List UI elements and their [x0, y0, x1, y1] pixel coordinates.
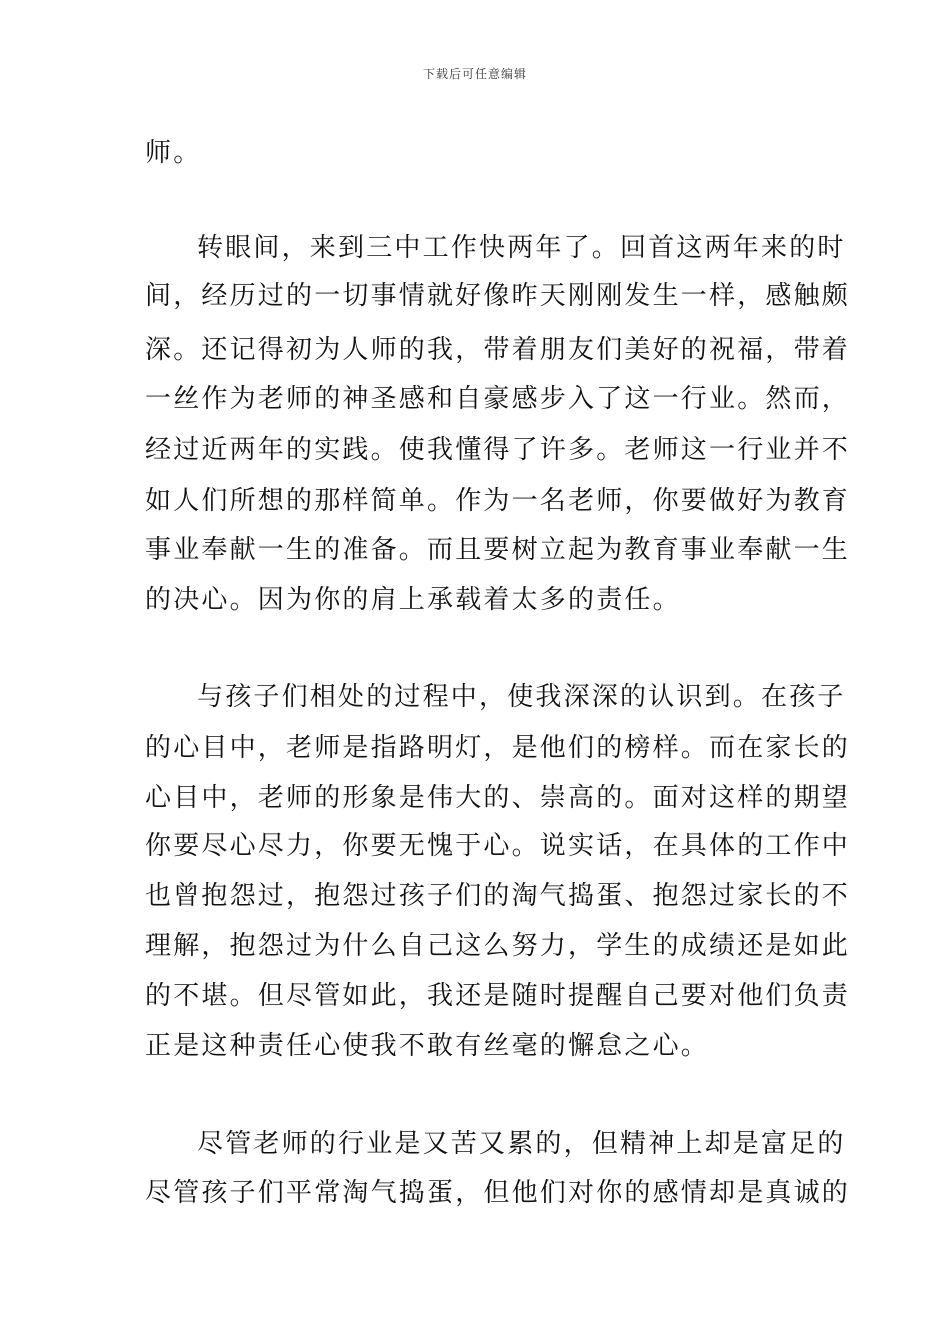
paragraph-2-line-1: 与孩子们相处的过程中，使我深深的认识到。在孩子: [197, 682, 846, 712]
text-line-1: 师。: [145, 138, 202, 168]
paragraph-2-line-7: 的不堪。但尽管如此，我还是随时提醒自己要对他们负责: [145, 981, 851, 1011]
paragraph-2-line-6: 理解，抱怨过为什么自己这么努力，学生的成绩还是如此: [145, 931, 851, 961]
header-note: 下载后可任意编辑: [422, 67, 527, 81]
paragraph-2-line-2: 的心目中，老师是指路明灯，是他们的榜样。而在家长的: [145, 733, 851, 763]
paragraph-1-line-6: 如人们所想的那样简单。作为一名老师，你要做好为教育: [145, 486, 851, 516]
paragraph-3-line-1: 尽管老师的行业是又苦又累的，但精神上却是富足的: [197, 1129, 846, 1159]
paragraph-1-line-5: 经过近两年的实践。使我懂得了许多。老师这一行业并不: [145, 435, 851, 465]
paragraph-2-line-8: 正是这种责任心使我不敢有丝毫的懈怠之心。: [145, 1031, 710, 1061]
paragraph-2-line-5: 也曾抱怨过，抱怨过孩子们的淘气捣蛋、抱怨过家长的不: [145, 881, 851, 911]
paragraph-1-line-4: 一丝作为老师的神圣感和自豪感步入了这一行业。然而，: [145, 384, 851, 414]
paragraph-2-line-4: 你要尽心尽力，你要无愧于心。说实话，在具体的工作中: [145, 831, 851, 861]
paragraph-1-line-7: 事业奉献一生的准备。而且要树立起为教育事业奉献一生: [145, 535, 851, 565]
paragraph-1-line-8: 的决心。因为你的肩上承载着太多的责任。: [145, 585, 681, 615]
paragraph-2-line-3: 心目中，老师的形象是伟大的、崇高的。面对这样的期望: [145, 783, 851, 813]
paragraph-1-line-1: 转眼间，来到三中工作快两年了。回首这两年来的时: [197, 233, 846, 263]
paragraph-1-line-2: 间，经历过的一切事情就好像昨天刚刚发生一样，感触颇: [145, 281, 851, 311]
paragraph-3-line-2: 尽管孩子们平常淘气捣蛋，但他们对你的感情却是真诚的: [145, 1178, 851, 1208]
paragraph-1-line-3: 深。还记得初为人师的我，带着朋友们美好的祝福，带着: [145, 335, 851, 365]
